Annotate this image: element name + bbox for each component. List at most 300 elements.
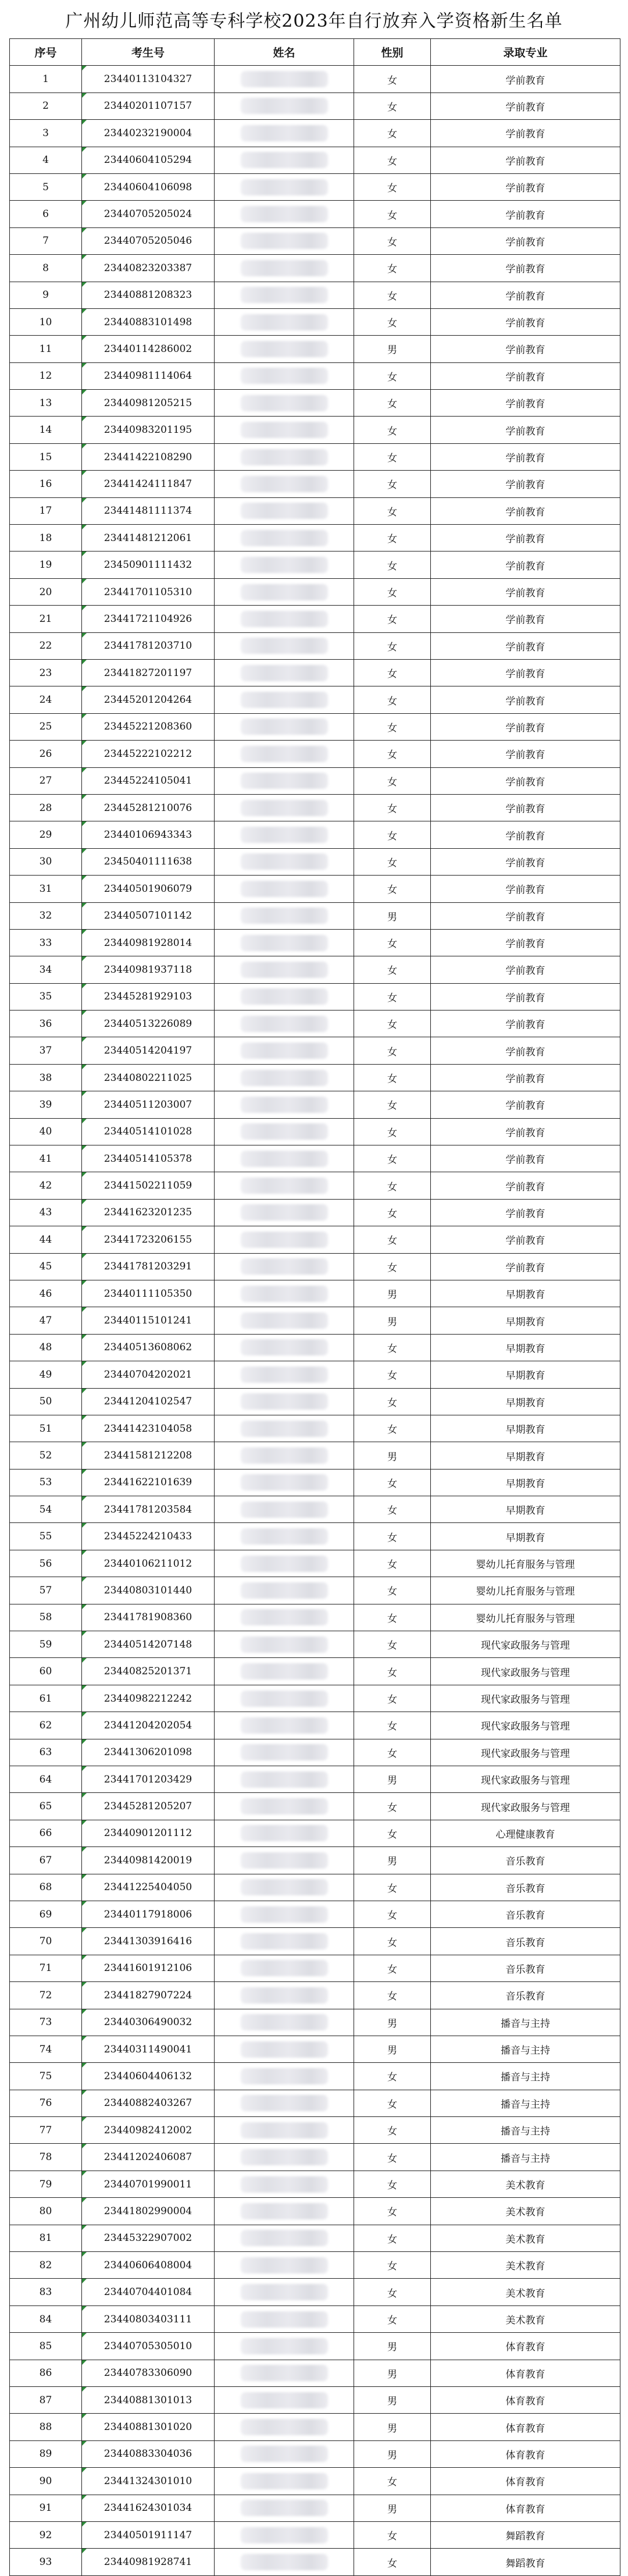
redacted-name-blur bbox=[241, 2446, 328, 2462]
cell-gender: 男 bbox=[354, 2360, 431, 2386]
cell-name-redacted bbox=[215, 1982, 354, 2009]
redacted-name-blur bbox=[241, 1556, 328, 1572]
cell-major: 美术教育 bbox=[431, 2198, 620, 2225]
table-row bbox=[10, 1658, 620, 1685]
cell-gender: 女 bbox=[354, 1739, 431, 1766]
cell-major: 学前教育 bbox=[431, 1226, 620, 1253]
cell-major: 学前教育 bbox=[431, 390, 620, 417]
cell-serial: 22 bbox=[10, 632, 82, 659]
cell-exam-number: 23440507101142 bbox=[82, 902, 215, 929]
table-row bbox=[10, 2440, 620, 2467]
cell-serial: 6 bbox=[10, 201, 82, 227]
cell-name-redacted bbox=[215, 983, 354, 1010]
cell-name-redacted bbox=[215, 848, 354, 875]
cell-gender: 女 bbox=[354, 1091, 431, 1118]
cell-exam-number: 23440513608062 bbox=[82, 1334, 215, 1361]
redacted-name-blur bbox=[241, 530, 328, 546]
redacted-name-blur bbox=[241, 1852, 328, 1869]
table-row bbox=[10, 1523, 620, 1550]
cell-exam-number: 23440514105378 bbox=[82, 1145, 215, 1172]
cell-major: 早期教育 bbox=[431, 1469, 620, 1496]
cell-name-redacted bbox=[215, 2360, 354, 2386]
cell-major: 学前教育 bbox=[431, 578, 620, 605]
cell-name-redacted bbox=[215, 308, 354, 335]
cell-serial: 33 bbox=[10, 929, 82, 956]
redacted-name-blur bbox=[241, 1312, 328, 1329]
roster-body bbox=[10, 66, 620, 2575]
cell-gender: 女 bbox=[354, 2090, 431, 2116]
cell-serial: 91 bbox=[10, 2495, 82, 2521]
table-row bbox=[10, 2036, 620, 2062]
cell-exam-number: 23441225404050 bbox=[82, 1874, 215, 1901]
redacted-name-blur bbox=[241, 2176, 328, 2193]
cell-gender: 女 bbox=[354, 2144, 431, 2171]
cell-exam-number: 23445221208360 bbox=[82, 713, 215, 740]
redacted-name-blur bbox=[241, 638, 328, 654]
cell-major: 体育教育 bbox=[431, 2360, 620, 2386]
cell-serial: 88 bbox=[10, 2414, 82, 2440]
cell-gender: 女 bbox=[354, 741, 431, 767]
cell-gender: 女 bbox=[354, 1172, 431, 1199]
cell-name-redacted bbox=[215, 578, 354, 605]
cell-serial: 16 bbox=[10, 471, 82, 497]
cell-name-redacted bbox=[215, 2171, 354, 2197]
cell-serial: 49 bbox=[10, 1361, 82, 1388]
cell-gender: 女 bbox=[354, 713, 431, 740]
cell-serial: 41 bbox=[10, 1145, 82, 1172]
redacted-name-blur bbox=[241, 2554, 328, 2570]
cell-exam-number: 23440115101241 bbox=[82, 1307, 215, 1334]
header-serial: 序号 bbox=[10, 39, 82, 66]
cell-gender: 男 bbox=[354, 1307, 431, 1334]
cell-major: 学前教育 bbox=[431, 1118, 620, 1145]
cell-gender: 女 bbox=[354, 1820, 431, 1846]
cell-name-redacted bbox=[215, 1469, 354, 1496]
cell-exam-number: 23440306490032 bbox=[82, 2009, 215, 2036]
redacted-name-blur bbox=[241, 718, 328, 735]
redacted-name-blur bbox=[241, 746, 328, 762]
cell-exam-number: 23440232190004 bbox=[82, 120, 215, 147]
cell-exam-number: 23441481111374 bbox=[82, 497, 215, 524]
cell-serial: 62 bbox=[10, 1712, 82, 1739]
table-row bbox=[10, 1469, 620, 1496]
cell-serial: 31 bbox=[10, 876, 82, 902]
cell-serial: 83 bbox=[10, 2279, 82, 2305]
cell-name-redacted bbox=[215, 1334, 354, 1361]
cell-gender: 女 bbox=[354, 2279, 431, 2305]
redacted-name-blur bbox=[241, 557, 328, 573]
table-row bbox=[10, 741, 620, 767]
cell-name-redacted bbox=[215, 2252, 354, 2279]
cell-major: 早期教育 bbox=[431, 1334, 620, 1361]
cell-major: 学前教育 bbox=[431, 713, 620, 740]
table-row bbox=[10, 1847, 620, 1874]
header-major: 录取专业 bbox=[431, 39, 620, 66]
table-row bbox=[10, 1334, 620, 1361]
cell-exam-number: 23440705205024 bbox=[82, 201, 215, 227]
cell-major: 婴幼儿托育服务与管理 bbox=[431, 1604, 620, 1631]
cell-name-redacted bbox=[215, 147, 354, 173]
cell-name-redacted bbox=[215, 1496, 354, 1523]
cell-major: 体育教育 bbox=[431, 2440, 620, 2467]
cell-gender: 女 bbox=[354, 1982, 431, 2009]
cell-gender: 女 bbox=[354, 1334, 431, 1361]
cell-name-redacted bbox=[215, 2198, 354, 2225]
cell-gender: 女 bbox=[354, 983, 431, 1010]
cell-major: 美术教育 bbox=[431, 2279, 620, 2305]
table-row bbox=[10, 2252, 620, 2279]
cell-name-redacted bbox=[215, 2386, 354, 2413]
redacted-name-blur bbox=[241, 2419, 328, 2435]
table-row bbox=[10, 2333, 620, 2360]
cell-major: 音乐教育 bbox=[431, 1955, 620, 1981]
table-row bbox=[10, 525, 620, 552]
cell-serial: 60 bbox=[10, 1658, 82, 1685]
table-row bbox=[10, 147, 620, 173]
cell-name-redacted bbox=[215, 1631, 354, 1658]
cell-major: 现代家政服务与管理 bbox=[431, 1739, 620, 1766]
cell-name-redacted bbox=[215, 2468, 354, 2495]
table-row bbox=[10, 1253, 620, 1280]
redacted-name-blur bbox=[241, 2149, 328, 2165]
cell-name-redacted bbox=[215, 1820, 354, 1846]
cell-major: 学前教育 bbox=[431, 443, 620, 470]
redacted-name-blur bbox=[241, 422, 328, 438]
redacted-name-blur bbox=[241, 125, 328, 141]
cell-name-redacted bbox=[215, 2279, 354, 2305]
redacted-name-blur bbox=[241, 260, 328, 276]
cell-name-redacted bbox=[215, 1523, 354, 1550]
cell-serial: 63 bbox=[10, 1739, 82, 1766]
cell-serial: 18 bbox=[10, 525, 82, 552]
cell-exam-number: 23440983201195 bbox=[82, 417, 215, 443]
cell-name-redacted bbox=[215, 1955, 354, 1981]
cell-major: 学前教育 bbox=[431, 552, 620, 578]
redacted-name-blur bbox=[241, 1393, 328, 1410]
table-row bbox=[10, 1631, 620, 1658]
cell-name-redacted bbox=[215, 1712, 354, 1739]
cell-major: 舞蹈教育 bbox=[431, 2549, 620, 2575]
cell-exam-number: 23445322907002 bbox=[82, 2225, 215, 2251]
redacted-name-blur bbox=[241, 2473, 328, 2489]
cell-name-redacted bbox=[215, 2414, 354, 2440]
table-row bbox=[10, 1982, 620, 2009]
cell-gender: 女 bbox=[354, 1712, 431, 1739]
cell-gender: 男 bbox=[354, 2414, 431, 2440]
cell-serial: 79 bbox=[10, 2171, 82, 2197]
cell-gender: 女 bbox=[354, 606, 431, 632]
table-row bbox=[10, 659, 620, 686]
cell-major: 播音与主持 bbox=[431, 2144, 620, 2171]
cell-serial: 66 bbox=[10, 1820, 82, 1846]
cell-serial: 35 bbox=[10, 983, 82, 1010]
redacted-name-blur bbox=[241, 1204, 328, 1221]
table-row bbox=[10, 1037, 620, 1064]
cell-exam-number: 23445281210076 bbox=[82, 794, 215, 821]
cell-serial: 81 bbox=[10, 2225, 82, 2251]
cell-serial: 43 bbox=[10, 1199, 82, 1226]
cell-gender: 女 bbox=[354, 821, 431, 848]
cell-serial: 78 bbox=[10, 2144, 82, 2171]
table-row bbox=[10, 902, 620, 929]
cell-serial: 40 bbox=[10, 1118, 82, 1145]
cell-major: 学前教育 bbox=[431, 362, 620, 389]
cell-gender: 女 bbox=[354, 497, 431, 524]
cell-gender: 女 bbox=[354, 1631, 431, 1658]
cell-gender: 女 bbox=[354, 471, 431, 497]
cell-gender: 女 bbox=[354, 2225, 431, 2251]
cell-exam-number: 23440511203007 bbox=[82, 1091, 215, 1118]
redacted-name-blur bbox=[241, 2311, 328, 2328]
cell-exam-number: 23440881208323 bbox=[82, 282, 215, 308]
cell-major: 早期教育 bbox=[431, 1523, 620, 1550]
cell-gender: 女 bbox=[354, 1361, 431, 1388]
cell-gender: 女 bbox=[354, 2252, 431, 2279]
cell-serial: 58 bbox=[10, 1604, 82, 1631]
cell-exam-number: 23441802990004 bbox=[82, 2198, 215, 2225]
cell-serial: 56 bbox=[10, 1550, 82, 1577]
cell-gender: 女 bbox=[354, 2117, 431, 2144]
cell-exam-number: 23440883101498 bbox=[82, 308, 215, 335]
table-row bbox=[10, 1307, 620, 1334]
cell-gender: 女 bbox=[354, 2305, 431, 2332]
cell-major: 早期教育 bbox=[431, 1442, 620, 1469]
cell-serial: 20 bbox=[10, 578, 82, 605]
cell-name-redacted bbox=[215, 1442, 354, 1469]
cell-major: 学前教育 bbox=[431, 983, 620, 1010]
table-row bbox=[10, 578, 620, 605]
cell-name-redacted bbox=[215, 2090, 354, 2116]
cell-exam-number: 23440514204197 bbox=[82, 1037, 215, 1064]
cell-name-redacted bbox=[215, 1011, 354, 1037]
cell-serial: 47 bbox=[10, 1307, 82, 1334]
cell-gender: 女 bbox=[354, 2521, 431, 2548]
cell-gender: 女 bbox=[354, 308, 431, 335]
cell-serial: 71 bbox=[10, 1955, 82, 1981]
cell-name-redacted bbox=[215, 1172, 354, 1199]
cell-exam-number: 23441303916416 bbox=[82, 1928, 215, 1955]
cell-name-redacted bbox=[215, 1145, 354, 1172]
cell-gender: 女 bbox=[354, 1064, 431, 1091]
cell-exam-number: 23440901201112 bbox=[82, 1820, 215, 1846]
cell-major: 学前教育 bbox=[431, 606, 620, 632]
redacted-name-blur bbox=[241, 853, 328, 870]
cell-gender: 女 bbox=[354, 2198, 431, 2225]
table-row bbox=[10, 1226, 620, 1253]
table-row bbox=[10, 606, 620, 632]
cell-gender: 女 bbox=[354, 443, 431, 470]
cell-major: 舞蹈教育 bbox=[431, 2521, 620, 2548]
cell-gender: 女 bbox=[354, 632, 431, 659]
table-row bbox=[10, 1361, 620, 1388]
table-row bbox=[10, 1064, 620, 1091]
redacted-name-blur bbox=[241, 152, 328, 168]
cell-major: 现代家政服务与管理 bbox=[431, 1793, 620, 1820]
cell-major: 学前教育 bbox=[431, 282, 620, 308]
cell-major: 现代家政服务与管理 bbox=[431, 1712, 620, 1739]
cell-serial: 14 bbox=[10, 417, 82, 443]
cell-name-redacted bbox=[215, 902, 354, 929]
cell-name-redacted bbox=[215, 66, 354, 92]
cell-exam-number: 23440982412002 bbox=[82, 2117, 215, 2144]
cell-name-redacted bbox=[215, 876, 354, 902]
cell-gender: 女 bbox=[354, 282, 431, 308]
cell-serial: 48 bbox=[10, 1334, 82, 1361]
cell-gender: 女 bbox=[354, 2063, 431, 2090]
cell-gender: 女 bbox=[354, 173, 431, 200]
cell-exam-number: 23441781908360 bbox=[82, 1604, 215, 1631]
cell-serial: 77 bbox=[10, 2117, 82, 2144]
cell-major: 现代家政服务与管理 bbox=[431, 1658, 620, 1685]
cell-name-redacted bbox=[215, 686, 354, 713]
cell-exam-number: 23440825201371 bbox=[82, 1658, 215, 1685]
cell-major: 学前教育 bbox=[431, 876, 620, 902]
cell-name-redacted bbox=[215, 2225, 354, 2251]
cell-gender: 女 bbox=[354, 794, 431, 821]
redacted-name-blur bbox=[241, 665, 328, 681]
table-row bbox=[10, 227, 620, 254]
cell-serial: 64 bbox=[10, 1766, 82, 1793]
cell-gender: 女 bbox=[354, 1253, 431, 1280]
cell-name-redacted bbox=[215, 713, 354, 740]
table-row bbox=[10, 1091, 620, 1118]
table-row bbox=[10, 497, 620, 524]
cell-name-redacted bbox=[215, 2063, 354, 2090]
cell-gender: 女 bbox=[354, 201, 431, 227]
cell-name-redacted bbox=[215, 2144, 354, 2171]
cell-name-redacted bbox=[215, 606, 354, 632]
cell-serial: 68 bbox=[10, 1874, 82, 1901]
cell-gender: 女 bbox=[354, 1577, 431, 1604]
cell-major: 学前教育 bbox=[431, 471, 620, 497]
cell-exam-number: 23440981937118 bbox=[82, 956, 215, 983]
cell-name-redacted bbox=[215, 2521, 354, 2548]
cell-name-redacted bbox=[215, 173, 354, 200]
redacted-name-blur bbox=[241, 341, 328, 357]
cell-serial: 82 bbox=[10, 2252, 82, 2279]
redacted-name-blur bbox=[241, 2203, 328, 2219]
cell-exam-number: 23441204202054 bbox=[82, 1712, 215, 1739]
cell-serial: 30 bbox=[10, 848, 82, 875]
table-row bbox=[10, 1928, 620, 1955]
cell-major: 学前教育 bbox=[431, 1091, 620, 1118]
table-row bbox=[10, 1739, 620, 1766]
cell-exam-number: 23440201107157 bbox=[82, 92, 215, 119]
cell-serial: 86 bbox=[10, 2360, 82, 2386]
table-row bbox=[10, 767, 620, 794]
cell-serial: 57 bbox=[10, 1577, 82, 1604]
cell-gender: 女 bbox=[354, 876, 431, 902]
cell-gender: 女 bbox=[354, 1496, 431, 1523]
redacted-name-blur bbox=[241, 1339, 328, 1355]
table-row bbox=[10, 929, 620, 956]
cell-serial: 87 bbox=[10, 2386, 82, 2413]
cell-name-redacted bbox=[215, 1280, 354, 1307]
cell-exam-number: 23440883304036 bbox=[82, 2440, 215, 2467]
cell-exam-number: 23440981205215 bbox=[82, 390, 215, 417]
cell-major: 播音与主持 bbox=[431, 2117, 620, 2144]
table-row bbox=[10, 876, 620, 902]
cell-gender: 女 bbox=[354, 1037, 431, 1064]
cell-major: 学前教育 bbox=[431, 417, 620, 443]
cell-gender: 女 bbox=[354, 2171, 431, 2197]
redacted-name-blur bbox=[241, 2257, 328, 2273]
table-row bbox=[10, 794, 620, 821]
table-row bbox=[10, 1388, 620, 1415]
redacted-name-blur bbox=[241, 1933, 328, 1949]
cell-name-redacted bbox=[215, 1199, 354, 1226]
cell-name-redacted bbox=[215, 1766, 354, 1793]
cell-name-redacted bbox=[215, 552, 354, 578]
cell-exam-number: 23440501906079 bbox=[82, 876, 215, 902]
table-row bbox=[10, 1199, 620, 1226]
cell-exam-number: 23441424111847 bbox=[82, 471, 215, 497]
redacted-name-blur bbox=[241, 1744, 328, 1760]
redacted-name-blur bbox=[241, 1582, 328, 1599]
redacted-name-blur bbox=[241, 1177, 328, 1194]
cell-serial: 90 bbox=[10, 2468, 82, 2495]
cell-serial: 15 bbox=[10, 443, 82, 470]
cell-gender: 男 bbox=[354, 2386, 431, 2413]
page-title: 广州幼儿师范高等专科学校2023年自行放弃入学资格新生名单 bbox=[65, 11, 563, 31]
cell-name-redacted bbox=[215, 443, 354, 470]
cell-serial: 45 bbox=[10, 1253, 82, 1280]
redacted-name-blur bbox=[241, 1771, 328, 1788]
cell-gender: 女 bbox=[354, 417, 431, 443]
cell-exam-number: 23441202406087 bbox=[82, 2144, 215, 2171]
cell-name-redacted bbox=[215, 227, 354, 254]
cell-gender: 女 bbox=[354, 848, 431, 875]
table-row bbox=[10, 2117, 620, 2144]
cell-major: 早期教育 bbox=[431, 1361, 620, 1388]
cell-gender: 女 bbox=[354, 1415, 431, 1442]
table-row bbox=[10, 983, 620, 1010]
cell-major: 早期教育 bbox=[431, 1388, 620, 1415]
cell-serial: 72 bbox=[10, 1982, 82, 2009]
cell-major: 学前教育 bbox=[431, 497, 620, 524]
redacted-name-blur bbox=[241, 1474, 328, 1490]
cell-major: 学前教育 bbox=[431, 794, 620, 821]
cell-exam-number: 23440701990011 bbox=[82, 2171, 215, 2197]
cell-name-redacted bbox=[215, 471, 354, 497]
cell-major: 播音与主持 bbox=[431, 2009, 620, 2036]
cell-exam-number: 23441306201098 bbox=[82, 1739, 215, 1766]
cell-name-redacted bbox=[215, 821, 354, 848]
cell-exam-number: 23440311490041 bbox=[82, 2036, 215, 2062]
cell-major: 早期教育 bbox=[431, 1496, 620, 1523]
cell-exam-number: 23440802211025 bbox=[82, 1064, 215, 1091]
table-row bbox=[10, 2495, 620, 2521]
cell-serial: 23 bbox=[10, 659, 82, 686]
table-row bbox=[10, 2090, 620, 2116]
cell-exam-number: 23441204102547 bbox=[82, 1388, 215, 1415]
cell-gender: 女 bbox=[354, 1011, 431, 1037]
cell-exam-number: 23440803403111 bbox=[82, 2305, 215, 2332]
cell-serial: 32 bbox=[10, 902, 82, 929]
cell-serial: 44 bbox=[10, 1226, 82, 1253]
cell-gender: 女 bbox=[354, 1118, 431, 1145]
cell-name-redacted bbox=[215, 794, 354, 821]
table-row bbox=[10, 173, 620, 200]
cell-serial: 46 bbox=[10, 1280, 82, 1307]
redacted-name-blur bbox=[241, 476, 328, 492]
redacted-name-blur bbox=[241, 2014, 328, 2030]
redacted-name-blur bbox=[241, 1232, 328, 1248]
table-row bbox=[10, 362, 620, 389]
redacted-name-blur bbox=[241, 395, 328, 411]
cell-exam-number: 23441324301010 bbox=[82, 2468, 215, 2495]
cell-major: 学前教育 bbox=[431, 1145, 620, 1172]
